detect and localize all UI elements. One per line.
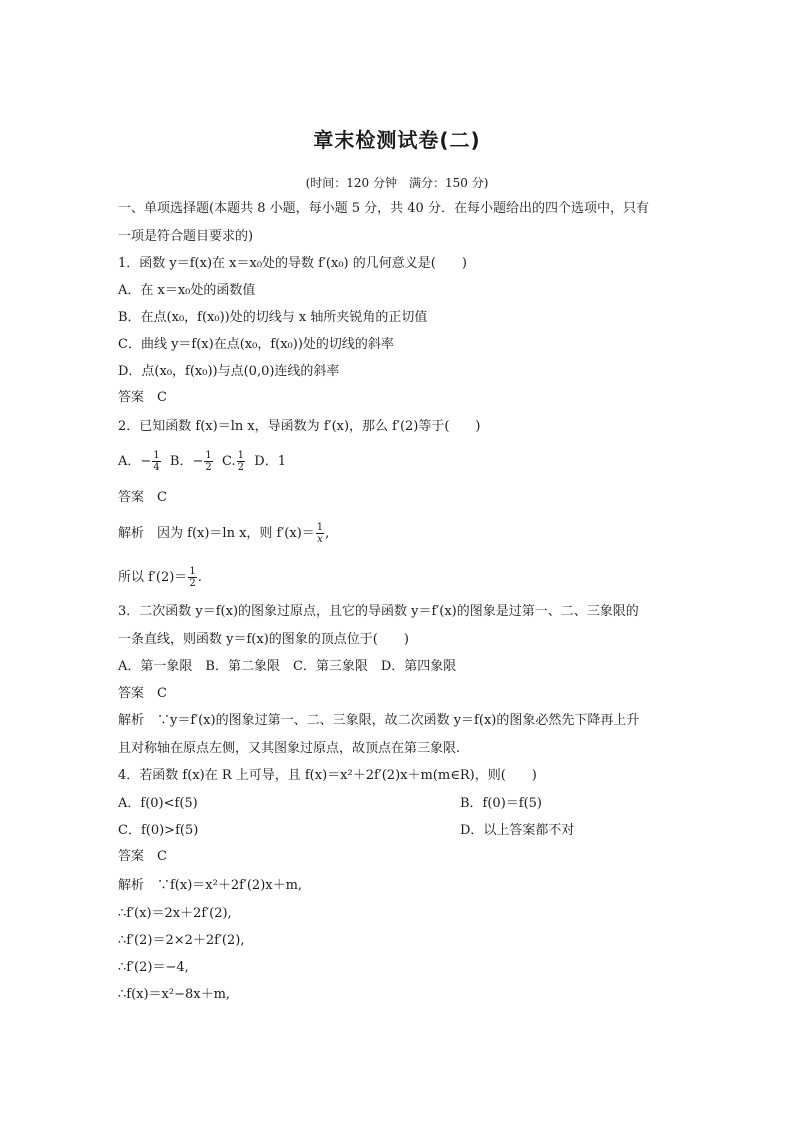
q2-option-b-num: 1 [205, 450, 212, 461]
q2-option-c-num: 1 [237, 450, 245, 461]
q1-option-b: B．在点(x₀，f(x₀))处的切线与 x 轴所夹锐角的正切值 [118, 310, 428, 325]
q2-conclusion [118, 566, 688, 589]
q2-so-fraction [188, 566, 196, 589]
q3-explanation-line2: 且对称轴在原点左侧，又其图象过原点，故顶点在第三象限. [118, 741, 461, 756]
q1-option-d: D．点(x₀，f(x₀))与点(0,0)连线的斜率 [118, 364, 340, 379]
exam-info: (时间：120 分钟 满分：150 分) [305, 176, 489, 190]
q3-options: A．第一象限 B．第二象限 C．第三象限 D．第四象限 [118, 659, 457, 674]
q2-option-a-den: 4 [153, 462, 160, 473]
q4-option-a: A．f(0)<f(5) [118, 796, 198, 811]
q2-option-b-fraction [204, 450, 212, 473]
q4-options-row1 [118, 795, 688, 813]
q4-explanation-line3: ∴f′(2)＝2×2＋2f′(2), [118, 933, 245, 948]
q3-stem-line2: 一条直线，则函数 y＝f(x)的图象的顶点位于( ) [118, 632, 409, 647]
q2-so-prefix: 所以 f′(2)＝ [118, 570, 188, 585]
q1-answer: 答案 C [118, 390, 167, 405]
q4-stem: 4．若函数 f(x)在 R 上可导，且 f(x)＝x²＋2f′(2)x＋m(m∈R)，则( ) [118, 768, 537, 783]
section-heading-line2: 一项是符合题目要求的) [118, 229, 254, 244]
q2-explain-den: x [317, 534, 323, 545]
q2-option-c-label: C. [222, 454, 236, 469]
q2-option-b-den: 2 [205, 462, 212, 473]
q2-option-c-den: 2 [237, 462, 245, 473]
q4-explanation-line4: ∴f′(2)＝−4, [118, 960, 189, 975]
q2-answer: 答案 C [118, 490, 167, 505]
q4-option-b: B．f(0)＝f(5) [460, 796, 543, 811]
q2-explain-suffix: , [325, 526, 330, 541]
q1-option-c: C．曲线 y＝f(x)在点(x₀，f(x₀))处的切线的斜率 [118, 337, 394, 352]
q2-explain-num: 1 [316, 522, 324, 533]
q1-stem: 1．函数 y＝f(x)在 x＝x₀处的导数 f′(x₀) 的几何意义是( ) [118, 256, 467, 271]
q4-option-c: C．f(0)>f(5) [118, 823, 199, 838]
q4-options-row2 [118, 822, 688, 840]
q2-so-den: 2 [189, 578, 196, 589]
q4-explanation-line1: 解析 ∵f(x)＝x²＋2f′(2)x＋m, [118, 878, 303, 893]
q2-so-num: 1 [189, 566, 196, 577]
q2-option-a-label: A．− [118, 454, 152, 469]
q1-option-a: A．在 x＝x₀处的函数值 [118, 283, 256, 298]
q3-explanation-line1: 解析 ∵y＝f′(x)的图象过第一、二、三象限，故二次函数 y＝f(x)的图象必然先下降再上升 [118, 713, 640, 728]
q2-options [118, 450, 688, 473]
q2-option-c-fraction [237, 450, 245, 473]
q2-explain-fraction [316, 522, 324, 545]
q2-option-b-label: B．− [169, 454, 204, 469]
q4-explanation-line5: ∴f(x)＝x²−8x＋m, [118, 987, 231, 1002]
q2-so-suffix: . [197, 570, 202, 585]
q4-answer: 答案 C [118, 849, 167, 864]
q3-answer: 答案 C [118, 686, 167, 701]
q2-option-d: D．1 [254, 454, 286, 469]
q2-option-a-fraction [152, 450, 160, 473]
q3-stem-line1: 3．二次函数 y＝f(x)的图象过原点，且它的导函数 y＝f′(x)的图象是过第一、二、三象限的 [118, 604, 639, 619]
q4-option-d: D．以上答案都不对 [460, 823, 575, 838]
q2-explanation [118, 522, 688, 545]
q4-explanation-line2: ∴f′(x)＝2x＋2f′(2), [118, 906, 232, 921]
section-heading-line1: 一、单项选择题(本题共 8 小题，每小题 5 分，共 40 分．在每小题给出的四个选项中，只有 [118, 201, 649, 216]
q2-option-a-num: 1 [153, 450, 160, 461]
q2-explain-prefix: 解析 因为 f(x)＝ln x，则 f′(x)＝ [118, 526, 315, 541]
page-title: 章末检测试卷(二) [313, 128, 481, 152]
q2-stem: 2．已知函数 f(x)＝ln x，导函数为 f′(x)，那么 f′(2)等于( ) [118, 419, 481, 434]
